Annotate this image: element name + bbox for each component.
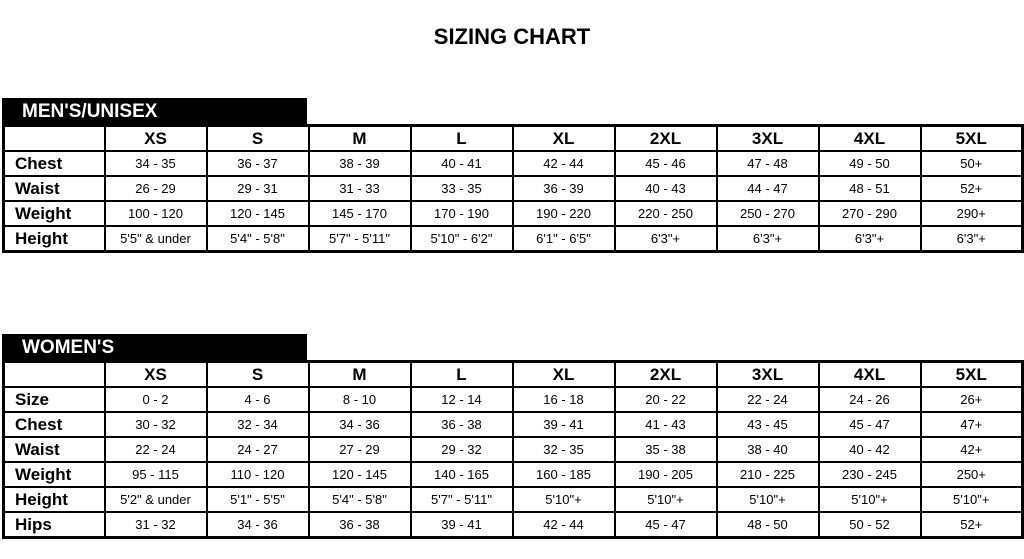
mens-section [2,98,1022,253]
row-label: Weight [4,201,105,226]
table-cell: 33 - 35 [411,176,513,201]
table-cell: 31 - 33 [309,176,411,201]
table-cell: 160 - 185 [513,462,615,487]
size-header: M [309,126,411,152]
row-label: Size [4,387,105,412]
table-cell: 29 - 31 [207,176,309,201]
row-label: Height [4,487,105,512]
table-cell: 5'10"+ [615,487,717,512]
table-cell: 40 - 42 [819,437,921,462]
table-cell: 5'1" - 5'5" [207,487,309,512]
table-cell: 22 - 24 [105,437,207,462]
page-title: SIZING CHART [433,24,591,49]
table-cell: 32 - 34 [207,412,309,437]
table-cell: 22 - 24 [717,387,819,412]
table-cell: 48 - 51 [819,176,921,201]
size-header: XL [513,362,615,388]
table-cell: 42 - 44 [513,151,615,176]
table-cell: 8 - 10 [309,387,411,412]
table-cell: 26+ [921,387,1023,412]
table-cell: 5'4" - 5'8" [309,487,411,512]
size-header: 5XL [921,362,1023,388]
table-cell: 35 - 38 [615,437,717,462]
row-label: Chest [4,151,105,176]
table-cell: 5'2" & under [105,487,207,512]
table-cell: 36 - 38 [309,512,411,538]
table-cell: 42+ [921,437,1023,462]
size-header: XL [513,126,615,152]
table-row [4,201,1023,226]
table-cell: 36 - 38 [411,412,513,437]
size-header: S [207,362,309,388]
table-cell: 48 - 50 [717,512,819,538]
table-cell: 40 - 41 [411,151,513,176]
table-row [4,387,1023,412]
size-header: 2XL [615,362,717,388]
table-cell: 0 - 2 [105,387,207,412]
row-label: Weight [4,462,105,487]
table-cell: 42 - 44 [513,512,615,538]
table-cell: 5'10"+ [717,487,819,512]
table-cell: 120 - 145 [207,201,309,226]
womens-size-table [2,360,1024,539]
table-cell: 24 - 26 [819,387,921,412]
table-cell: 120 - 145 [309,462,411,487]
table-cell: 24 - 27 [207,437,309,462]
table-cell: 50 - 52 [819,512,921,538]
table-cell: 41 - 43 [615,412,717,437]
table-cell: 6'3"+ [921,226,1023,252]
size-header: S [207,126,309,152]
table-cell: 36 - 39 [513,176,615,201]
table-row [4,151,1023,176]
row-label: Hips [4,512,105,538]
size-header: 4XL [819,126,921,152]
size-header: 5XL [921,126,1023,152]
table-cell: 190 - 220 [513,201,615,226]
table-cell: 5'10"+ [819,487,921,512]
table-row [4,487,1023,512]
table-cell: 5'10" - 6'2" [411,226,513,252]
table-cell: 95 - 115 [105,462,207,487]
table-cell: 110 - 120 [207,462,309,487]
table-cell: 16 - 18 [513,387,615,412]
table-cell: 29 - 32 [411,437,513,462]
table-cell: 270 - 290 [819,201,921,226]
table-cell: 31 - 32 [105,512,207,538]
table-cell: 30 - 32 [105,412,207,437]
table-cell: 5'10"+ [921,487,1023,512]
row-label: Height [4,226,105,252]
size-header: XS [105,362,207,388]
table-cell: 12 - 14 [411,387,513,412]
table-cell: 6'1" - 6'5" [513,226,615,252]
table-cell: 40 - 43 [615,176,717,201]
size-header: 3XL [717,126,819,152]
table-cell: 47 - 48 [717,151,819,176]
table-cell: 20 - 22 [615,387,717,412]
table-row [4,512,1023,538]
table-cell: 100 - 120 [105,201,207,226]
table-cell: 43 - 45 [717,412,819,437]
table-cell: 6'3"+ [615,226,717,252]
size-header: M [309,362,411,388]
table-cell: 45 - 47 [819,412,921,437]
table-cell: 140 - 165 [411,462,513,487]
table-cell: 34 - 35 [105,151,207,176]
table-cell: 50+ [921,151,1023,176]
mens-header-row [4,126,1023,152]
size-header: L [411,362,513,388]
table-row [4,437,1023,462]
table-cell: 290+ [921,201,1023,226]
size-header: 2XL [615,126,717,152]
table-cell: 5'4" - 5'8" [207,226,309,252]
table-row [4,226,1023,252]
table-cell: 220 - 250 [615,201,717,226]
table-cell: 34 - 36 [207,512,309,538]
table-cell: 5'10"+ [513,487,615,512]
header-corner-cell [4,126,105,152]
table-cell: 45 - 46 [615,151,717,176]
header-corner-cell [4,362,105,388]
size-header: L [411,126,513,152]
table-cell: 5'5" & under [105,226,207,252]
table-cell: 170 - 190 [411,201,513,226]
row-label: Waist [4,437,105,462]
size-header: XS [105,126,207,152]
mens-section-label: MEN'S/UNISEX [2,98,307,124]
table-row [4,412,1023,437]
mens-size-table [2,124,1024,253]
table-cell: 145 - 170 [309,201,411,226]
table-row [4,462,1023,487]
table-cell: 32 - 35 [513,437,615,462]
table-cell: 34 - 36 [309,412,411,437]
table-cell: 4 - 6 [207,387,309,412]
table-cell: 5'7" - 5'11" [411,487,513,512]
row-label: Waist [4,176,105,201]
table-cell: 27 - 29 [309,437,411,462]
table-cell: 210 - 225 [717,462,819,487]
table-cell: 26 - 29 [105,176,207,201]
womens-section-label: WOMEN'S [2,334,307,360]
table-cell: 6'3"+ [819,226,921,252]
table-cell: 190 - 205 [615,462,717,487]
table-cell: 45 - 47 [615,512,717,538]
table-cell: 5'7" - 5'11" [309,226,411,252]
table-cell: 230 - 245 [819,462,921,487]
table-cell: 36 - 37 [207,151,309,176]
table-row [4,176,1023,201]
table-cell: 6'3"+ [717,226,819,252]
womens-section [2,334,1022,539]
table-cell: 47+ [921,412,1023,437]
table-cell: 39 - 41 [411,512,513,538]
table-cell: 44 - 47 [717,176,819,201]
table-cell: 38 - 39 [309,151,411,176]
womens-header-row [4,362,1023,388]
table-cell: 52+ [921,512,1023,538]
table-cell: 49 - 50 [819,151,921,176]
size-header: 4XL [819,362,921,388]
table-cell: 250 - 270 [717,201,819,226]
table-cell: 39 - 41 [513,412,615,437]
table-cell: 38 - 40 [717,437,819,462]
row-label: Chest [4,412,105,437]
table-cell: 250+ [921,462,1023,487]
size-header: 3XL [717,362,819,388]
table-cell: 52+ [921,176,1023,201]
